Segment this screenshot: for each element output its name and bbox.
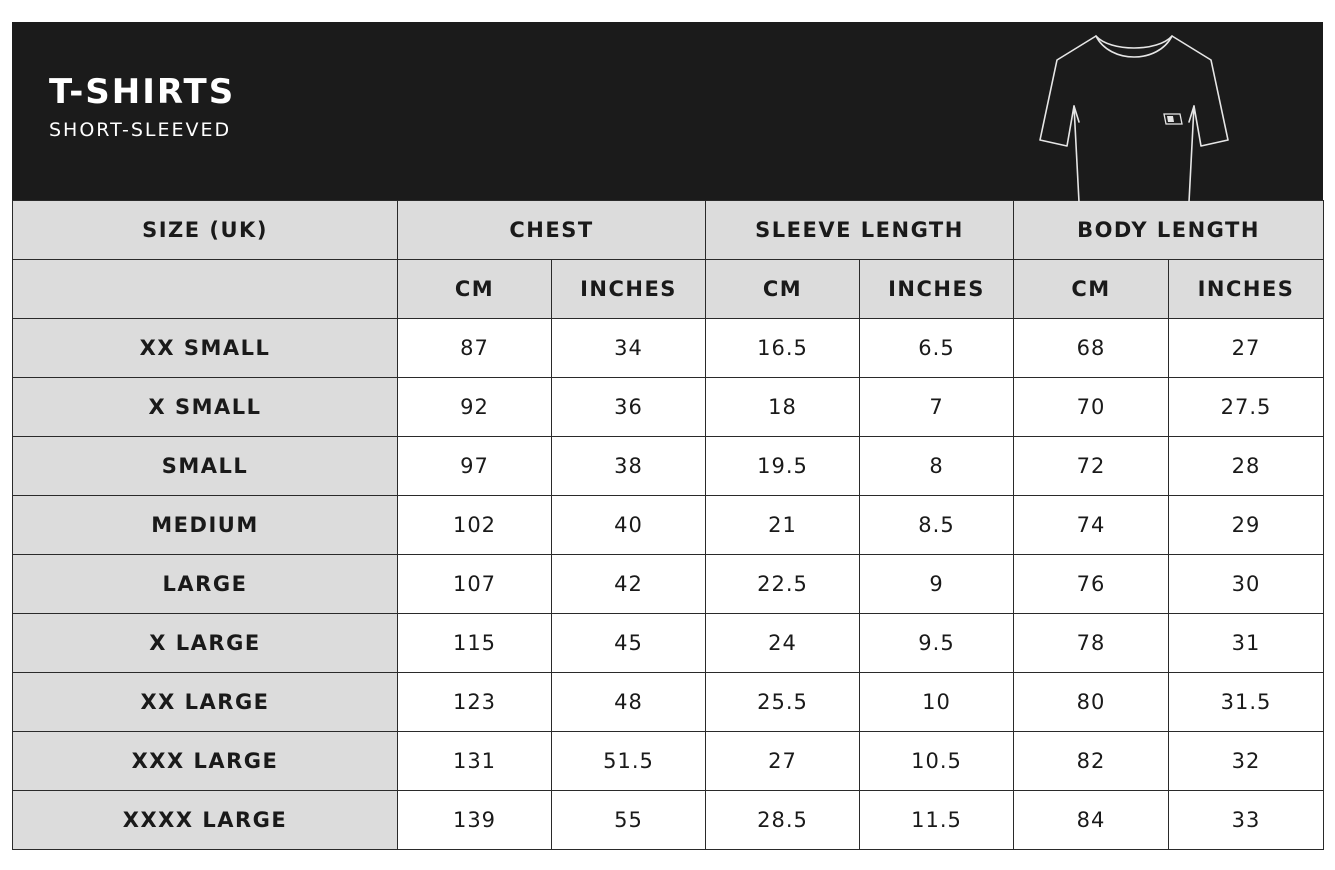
chest-cm-cell: 123 <box>398 673 552 732</box>
body-cm-cell: 72 <box>1014 437 1169 496</box>
chest-cm-cell: 115 <box>398 614 552 673</box>
sleeve-length-column-header: SLEEVE LENGTH <box>706 201 1014 260</box>
chest-in-cell: 48 <box>552 673 706 732</box>
size-label: XX SMALL <box>13 319 398 378</box>
table-row <box>13 378 1324 437</box>
chest-in-cell: 51.5 <box>552 732 706 791</box>
sleeve-in-cell: 8.5 <box>860 496 1014 555</box>
body-in-cell: 29 <box>1169 496 1324 555</box>
chest-in-cell: 36 <box>552 378 706 437</box>
table-header-row <box>13 201 1324 260</box>
chest-column-header: CHEST <box>398 201 706 260</box>
body-in-cell: 31.5 <box>1169 673 1324 732</box>
body-cm-cell: 76 <box>1014 555 1169 614</box>
sleeve-cm-cell: 27 <box>706 732 860 791</box>
sleeve-in-cell: 6.5 <box>860 319 1014 378</box>
size-label: XXX LARGE <box>13 732 398 791</box>
sleeve-inches-header: INCHES <box>860 260 1014 319</box>
chest-cm-cell: 97 <box>398 437 552 496</box>
body-in-cell: 30 <box>1169 555 1324 614</box>
tshirt-outline-icon <box>1022 30 1248 202</box>
chest-cm-cell: 139 <box>398 791 552 850</box>
size-chart <box>12 22 1323 850</box>
sleeve-in-cell: 10 <box>860 673 1014 732</box>
table-row <box>13 791 1324 850</box>
size-label: MEDIUM <box>13 496 398 555</box>
table-row <box>13 555 1324 614</box>
chest-inches-header: INCHES <box>552 260 706 319</box>
sleeve-cm-cell: 21 <box>706 496 860 555</box>
body-cm-cell: 80 <box>1014 673 1169 732</box>
body-in-cell: 33 <box>1169 791 1324 850</box>
body-cm-cell: 78 <box>1014 614 1169 673</box>
body-length-column-header: BODY LENGTH <box>1014 201 1324 260</box>
size-column-header: SIZE (UK) <box>13 201 398 260</box>
sleeve-in-cell: 8 <box>860 437 1014 496</box>
sleeve-in-cell: 9.5 <box>860 614 1014 673</box>
sleeve-in-cell: 9 <box>860 555 1014 614</box>
sleeve-cm-cell: 19.5 <box>706 437 860 496</box>
table-row <box>13 437 1324 496</box>
body-in-cell: 27.5 <box>1169 378 1324 437</box>
chest-in-cell: 45 <box>552 614 706 673</box>
size-table <box>12 200 1324 850</box>
page-subtitle: SHORT-SLEEVED <box>49 119 232 141</box>
unit-header-blank <box>13 260 398 319</box>
sleeve-cm-header: CM <box>706 260 860 319</box>
body-in-cell: 27 <box>1169 319 1324 378</box>
body-in-cell: 28 <box>1169 437 1324 496</box>
chest-in-cell: 40 <box>552 496 706 555</box>
chest-cm-cell: 107 <box>398 555 552 614</box>
body-cm-cell: 74 <box>1014 496 1169 555</box>
table-row <box>13 732 1324 791</box>
sleeve-cm-cell: 18 <box>706 378 860 437</box>
sleeve-in-cell: 11.5 <box>860 791 1014 850</box>
chest-cm-cell: 87 <box>398 319 552 378</box>
size-label: SMALL <box>13 437 398 496</box>
size-label: XX LARGE <box>13 673 398 732</box>
size-table-body <box>13 319 1324 850</box>
sleeve-in-cell: 10.5 <box>860 732 1014 791</box>
sleeve-cm-cell: 25.5 <box>706 673 860 732</box>
sleeve-cm-cell: 24 <box>706 614 860 673</box>
body-cm-cell: 68 <box>1014 319 1169 378</box>
body-cm-header: CM <box>1014 260 1169 319</box>
sleeve-cm-cell: 16.5 <box>706 319 860 378</box>
table-row <box>13 496 1324 555</box>
size-label: LARGE <box>13 555 398 614</box>
body-in-cell: 31 <box>1169 614 1324 673</box>
body-cm-cell: 70 <box>1014 378 1169 437</box>
table-row <box>13 673 1324 732</box>
sleeve-in-cell: 7 <box>860 378 1014 437</box>
header-banner <box>12 22 1323 200</box>
table-unit-row <box>13 260 1324 319</box>
table-row <box>13 319 1324 378</box>
size-label: X LARGE <box>13 614 398 673</box>
body-cm-cell: 82 <box>1014 732 1169 791</box>
chest-cm-cell: 92 <box>398 378 552 437</box>
chest-cm-header: CM <box>398 260 552 319</box>
sleeve-cm-cell: 22.5 <box>706 555 860 614</box>
chest-cm-cell: 102 <box>398 496 552 555</box>
size-label: X SMALL <box>13 378 398 437</box>
flag-logo-icon <box>1164 114 1182 124</box>
body-inches-header: INCHES <box>1169 260 1324 319</box>
chest-in-cell: 34 <box>552 319 706 378</box>
sleeve-cm-cell: 28.5 <box>706 791 860 850</box>
chest-in-cell: 38 <box>552 437 706 496</box>
chest-in-cell: 55 <box>552 791 706 850</box>
table-row <box>13 614 1324 673</box>
chest-cm-cell: 131 <box>398 732 552 791</box>
size-label: XXXX LARGE <box>13 791 398 850</box>
page-title: T-SHIRTS <box>49 72 236 112</box>
chest-in-cell: 42 <box>552 555 706 614</box>
body-in-cell: 32 <box>1169 732 1324 791</box>
body-cm-cell: 84 <box>1014 791 1169 850</box>
